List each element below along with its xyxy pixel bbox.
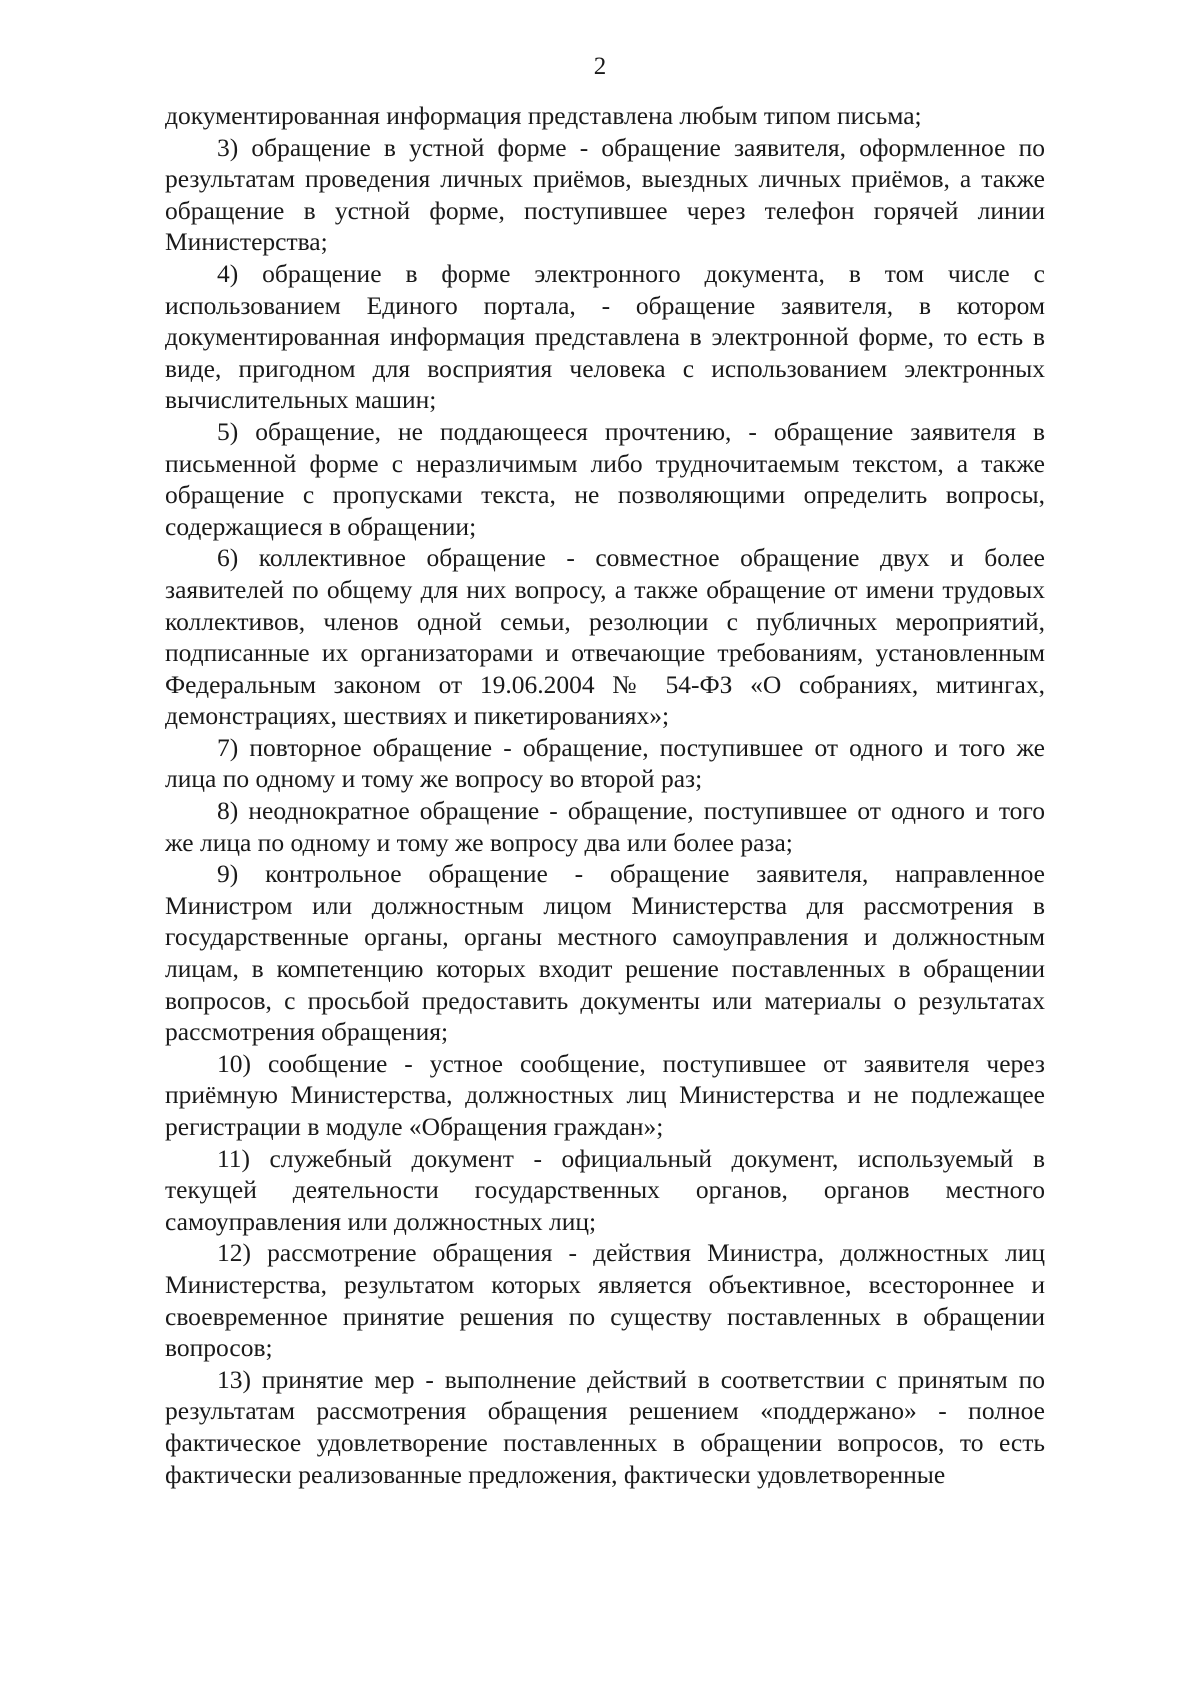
paragraph-item-9: 9) контрольное обращение - обращение заявителя, направленное Министром или должностным лицом Министерства для рассмотрения в государственные органы, органы местного самоуправления и должностным лицам, в компетенцию которых входит решение поставленных в обращении вопросов, с просьбой предоставить документы или материалы о результатах рассмотрения обращения; (165, 859, 1045, 1047)
paragraph-item-11: 11) служебный документ - официальный документ, используемый в текущей деятельности государственных органов, органов местного самоуправления или должностных лиц; (165, 1143, 1045, 1236)
paragraph-item-6: 6) коллективное обращение - совместное обращение двух и более заявителей по общему для них вопросу, а также обращение от имени трудовых коллективов, членов одной семьи, резолюции с публичных мероприятий, подписанные их организаторами и отвечающие требованиям, установленным Федеральным законом от 19.06.2004 № 54-ФЗ «О собраниях, митингах, демонстрациях, шествиях и пикетированиях»; (165, 543, 1045, 731)
paragraph-item-3: 3) обращение в устной форме - обращение заявителя, оформленное по результатам проведения личных приёмов, выездных личных приёмов, а также обращение в устной форме, поступившее через телефон горячей линии Министерства; (165, 132, 1045, 257)
paragraph-item-13: 13) принятие мер - выполнение действий в соответствии с принятым по результатам рассмотрения обращения решением «поддержано» - полное фактическое удовлетворение поставленных в обращении вопросов, то есть фактически реализованные предложения, фактически удовлетворенные (165, 1364, 1045, 1489)
page-number: 2 (593, 53, 607, 80)
paragraph-item-10: 10) сообщение - устное сообщение, поступившее от заявителя через приёмную Министерства, должностных лиц Министерства и не подлежащее регистрации в модуле «Обращения граждан»; (165, 1048, 1045, 1141)
paragraph-item-5: 5) обращение, не поддающееся прочтению, - обращение заявителя в письменной форме с неразличимым либо трудночитаемым текстом, а также обращение с пропусками текста, не позволяющими определить вопросы, содержащиеся в обращении; (165, 416, 1045, 541)
document-body (165, 100, 1045, 1490)
paragraph-item-4: 4) обращение в форме электронного документа, в том числе с использованием Единого портала, - обращение заявителя, в котором документированная информация представлена в электронной форме, то есть в виде, пригодном для восприятия человека с использованием электронных вычислительных машин; (165, 258, 1045, 415)
paragraph-continuation: документированная информация представлена любым типом письма; (165, 101, 922, 130)
paragraph-item-12: 12) рассмотрение обращения - действия Министра, должностных лиц Министерства, результатом которых является объективное, всестороннее и своевременное принятие решения по существу поставленных в обращении вопросов; (165, 1238, 1045, 1363)
paragraph-item-7: 7) повторное обращение - обращение, поступившее от одного и того же лица по одному и тому же вопросу во второй раз; (165, 732, 1045, 794)
paragraph-item-8: 8) неоднократное обращение - обращение, поступившее от одного и того же лица по одному и тому же вопросу два или более раза; (165, 796, 1045, 857)
